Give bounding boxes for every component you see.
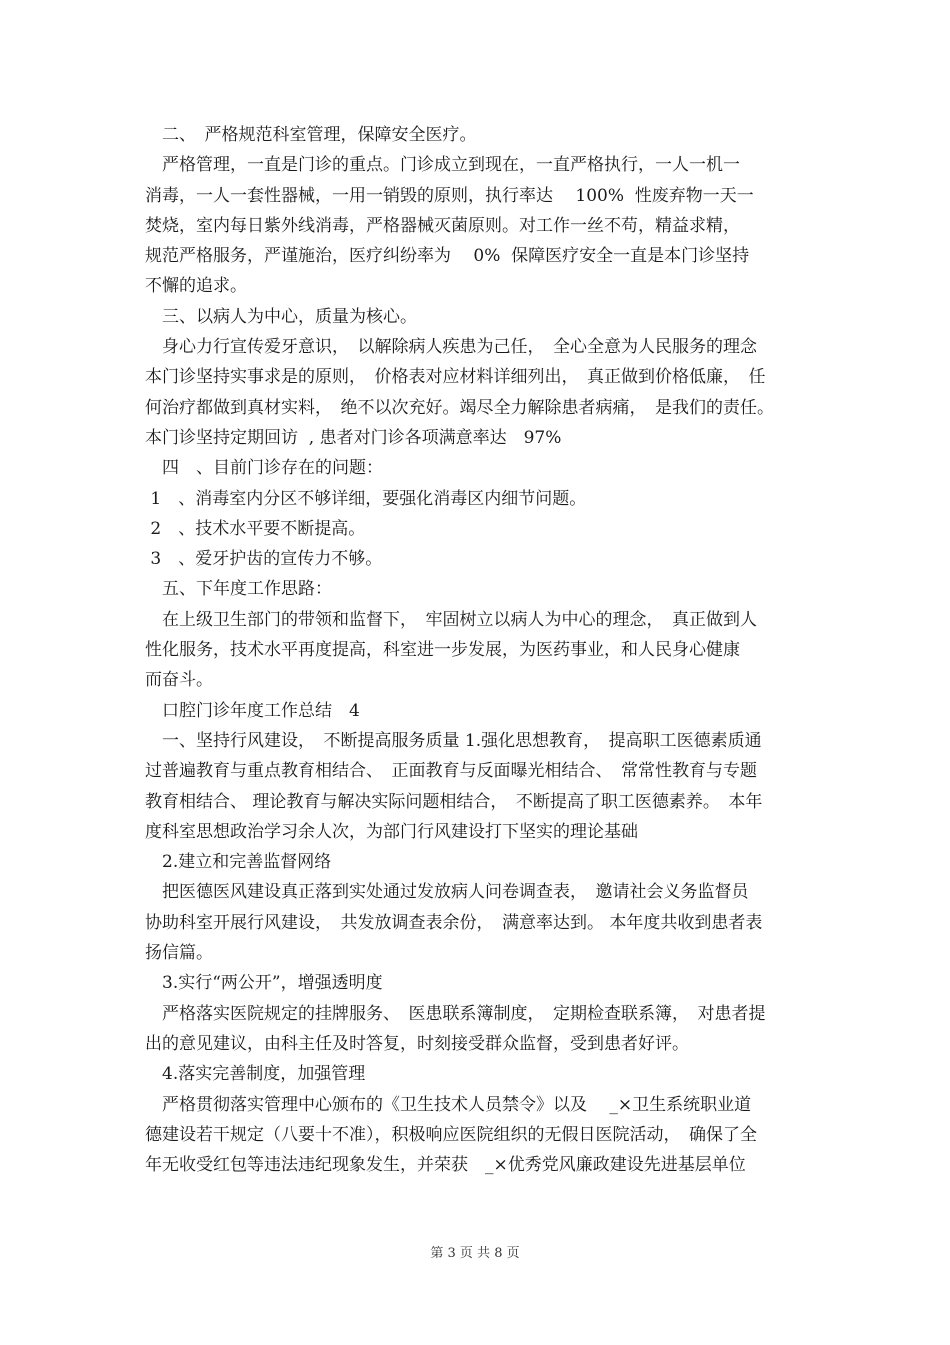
- text-line: 三、以病人为中心，质量为核心。: [145, 306, 417, 327]
- text-line: 性化服务，技术水平再度提高，科室进一步发展，为医药事业，和人民身心健康: [145, 640, 740, 661]
- text-line: 本门诊坚持实事求是的原则， 价格表对应材料详细列出， 真正做到价格低廉， 任: [145, 367, 766, 388]
- text-line: 本门诊坚持定期回访 , 患者对门诊各项满意率达 97%: [145, 427, 562, 448]
- text-line: 严格贯彻落实管理中心颁布的《卫生技术人员禁令》以及 _×卫生系统职业道: [145, 1094, 752, 1115]
- text-line: 过普遍教育与重点教育相结合、 正面教育与反面曝光相结合、 常常性教育与专题: [145, 761, 757, 782]
- text-line: 协助科室开展行风建设， 共发放调查表余份， 满意率达到。 本年度共收到患者表: [145, 912, 763, 933]
- text-line: 2 、技术水平要不断提高。: [145, 518, 366, 539]
- text-line: 3 、爱牙护齿的宣传力不够。: [145, 549, 383, 570]
- text-line: 度科室思想政治学习余人次，为部门行风建设打下坚实的理论基础: [145, 821, 638, 842]
- text-line: 把医德医风建设真正落到实处通过发放病人问卷调查表， 邀请社会义务监督员: [145, 882, 749, 903]
- text-line: 二、 严格规范科室管理，保障安全医疗。: [145, 125, 477, 145]
- text-line: 2.建立和完善监督网络: [145, 852, 332, 873]
- text-line: 消毒，一人一套性器械，一用一销毁的原则，执行率达 100% 性废弃物一天一: [145, 185, 754, 206]
- text-line: 五、下年度工作思路：: [145, 579, 332, 600]
- text-line: 身心力行宣传爱牙意识， 以解除病人疾患为己任， 全心全意为人民服务的理念: [145, 337, 757, 358]
- body-text: [145, 120, 810, 1180]
- text-line: 四 、目前门诊存在的问题：: [145, 458, 383, 479]
- text-line: 教育相结合、 理论教育与解决实际问题相结合， 不断提高了职工医德素养。 本年: [145, 791, 763, 812]
- text-line: 3.实行“两公开”，增强透明度: [145, 973, 383, 994]
- text-line: 焚烧，室内每日紫外线消毒，严格器械灭菌原则。对工作一丝不苟，精益求精，: [145, 215, 740, 236]
- text-line: 年无收受红包等违法违纪现象发生，并荣获 _×优秀党风廉政建设先进基层单位: [145, 1155, 746, 1176]
- text-line: 何治疗都做到真材实料， 绝不以次充好。竭尽全力解除患者病痛， 是我们的责任。: [145, 397, 774, 418]
- text-line: 口腔门诊年度工作总结 4: [145, 700, 360, 721]
- text-line: 德建设若干规定（八要十不准），积极响应医院组织的无假日医院活动， 确保了全: [145, 1124, 757, 1145]
- text-line: 一、坚持行风建设， 不断提高服务质量 1.强化思想教育， 提高职工医德素质通: [145, 730, 762, 751]
- text-line: 1 、消毒室内分区不够详细，要强化消毒区内细节问题。: [145, 488, 587, 509]
- text-line: 规范严格服务，严谨施治，医疗纠纷率为 0% 保障医疗安全一直是本门诊坚持: [145, 246, 750, 267]
- text-line: 不懈的追求。: [145, 276, 247, 297]
- text-line: 严格管理，一直是门诊的重点。门诊成立到现在，一直严格执行，一人一机一: [145, 155, 740, 176]
- page-footer: 第 3 页 共 8 页: [430, 1246, 520, 1261]
- text-line: 4.落实完善制度，加强管理: [145, 1064, 366, 1085]
- text-line: 而奋斗。: [145, 670, 213, 691]
- text-line: 扬信篇。: [145, 943, 213, 964]
- text-line: 在上级卫生部门的带领和监督下， 牢固树立以病人为中心的理念， 真正做到人: [145, 609, 757, 630]
- text-line: 出的意见建议，由科主任及时答复，时刻接受群众监督，受到患者好评。: [145, 1033, 689, 1054]
- text-line: 严格落实医院规定的挂牌服务、 医患联系簿制度， 定期检查联系簿， 对患者提: [145, 1003, 766, 1024]
